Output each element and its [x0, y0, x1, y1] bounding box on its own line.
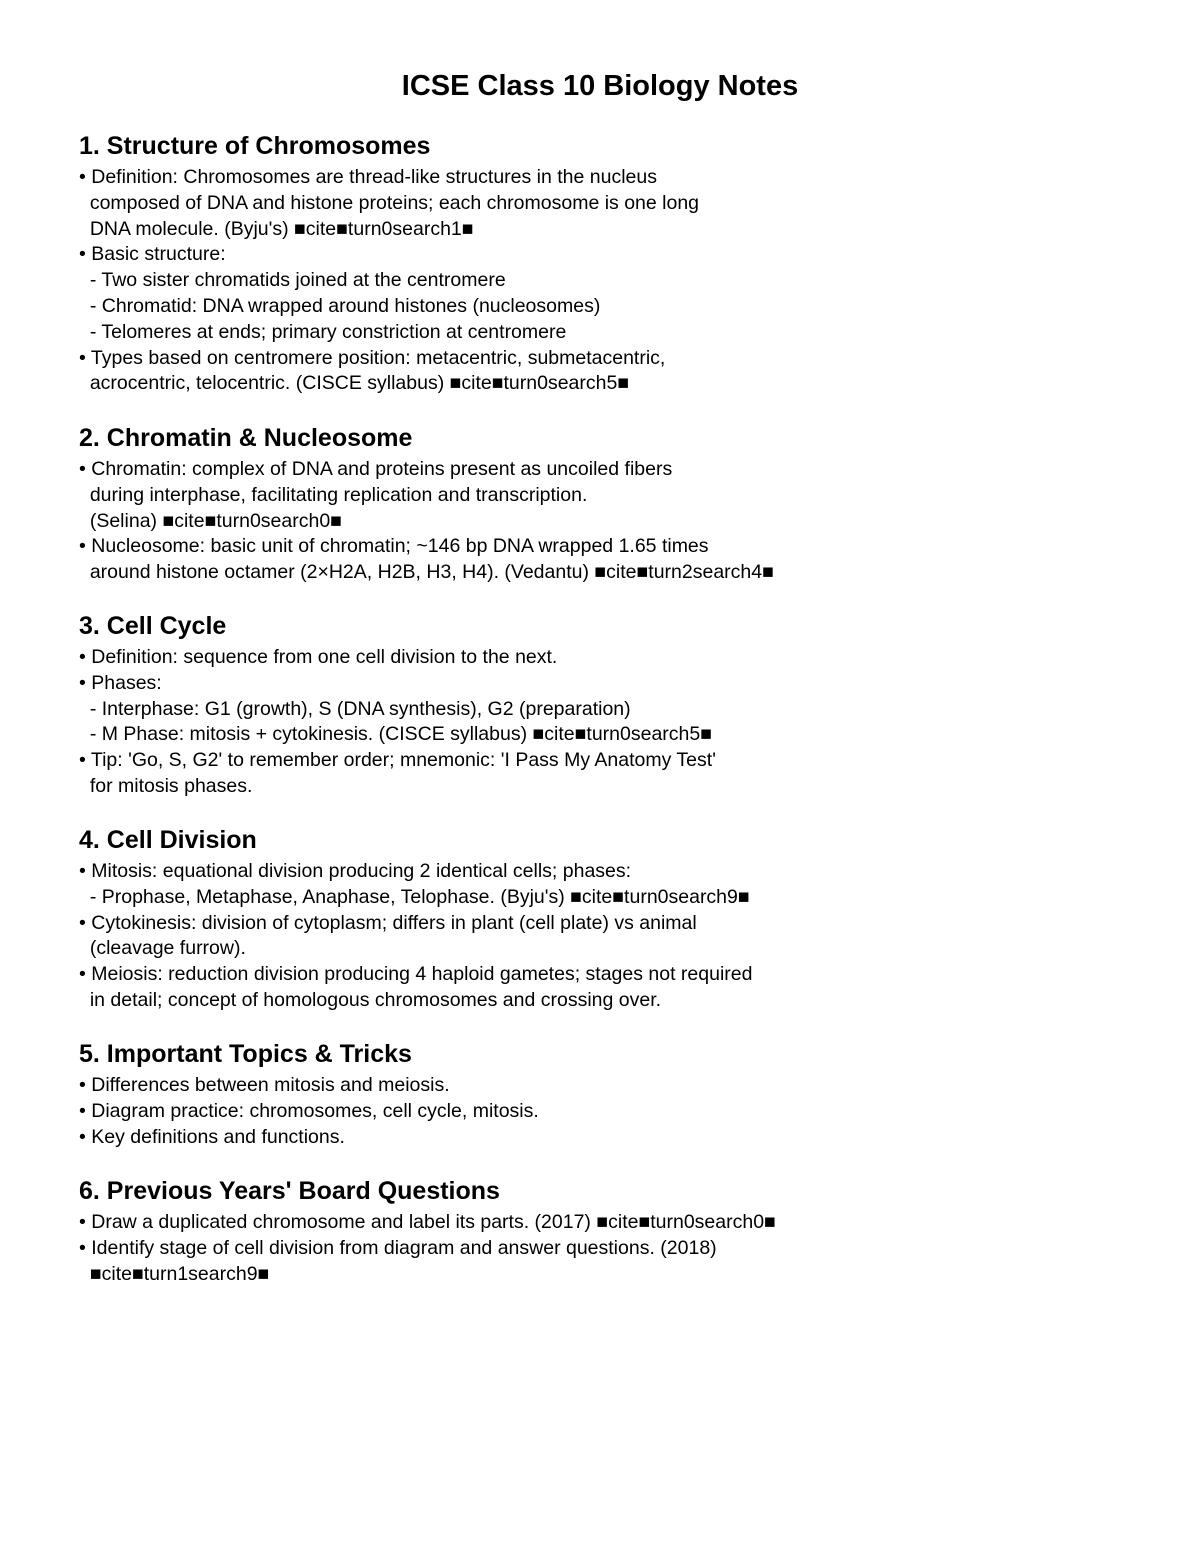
- text-line: - Interphase: G1 (growth), S (DNA synthesis), G2 (preparation): [79, 697, 631, 720]
- text-line: • Diagram practice: chromosomes, cell cycle, mitosis.: [79, 1099, 539, 1122]
- section-structure-of-chromosomes: [79, 129, 1139, 397]
- text-line: • Identify stage of cell division from diagram and answer questions. (2018): [79, 1236, 717, 1259]
- text-line: - Chromatid: DNA wrapped around histones (nucleosomes): [79, 294, 601, 317]
- text-line: (Selina) ■cite■turn0search0■: [79, 509, 342, 532]
- document-title: ICSE Class 10 Biology Notes: [401, 70, 799, 102]
- text-line: during interphase, facilitating replication and transcription.: [79, 483, 588, 506]
- text-line: for mitosis phases.: [79, 774, 253, 797]
- text-line: • Basic structure:: [79, 243, 226, 266]
- text-line: • Cytokinesis: division of cytoplasm; differs in plant (cell plate) vs animal: [79, 911, 697, 934]
- text-line: - M Phase: mitosis + cytokinesis. (CISCE syllabus) ■cite■turn0search5■: [79, 723, 712, 746]
- text-line: • Definition: Chromosomes are thread-like structures in the nucleus: [79, 166, 658, 188]
- section-cell-cycle: [79, 609, 1139, 800]
- section-important-topics-and-tricks: [79, 1037, 1139, 1150]
- text-line: • Meiosis: reduction division producing 4 haploid gametes; stages not required: [79, 963, 753, 986]
- section-chromatin-and-nucleosome: [79, 421, 1139, 586]
- text-line: ■cite■turn1search9■: [79, 1262, 270, 1285]
- section-cell-division: [79, 823, 1139, 1014]
- text-line: • Key definitions and functions.: [79, 1125, 345, 1148]
- text-line: • Chromatin: complex of DNA and proteins present as uncoiled fibers: [79, 458, 673, 480]
- section-heading: 3. Cell Cycle: [79, 612, 227, 640]
- text-line: - Prophase, Metaphase, Anaphase, Telophase. (Byju's) ■cite■turn0search9■: [79, 885, 750, 908]
- section-heading: 4. Cell Division: [79, 826, 257, 854]
- text-line: (cleavage furrow).: [79, 937, 246, 960]
- text-line: acrocentric, telocentric. (CISCE syllabus) ■cite■turn0search5■: [79, 372, 630, 395]
- section-heading: 5. Important Topics & Tricks: [79, 1040, 412, 1068]
- text-line: - Telomeres at ends; primary constriction at centromere: [79, 320, 567, 343]
- section-heading: 6. Previous Years' Board Questions: [79, 1177, 500, 1205]
- text-line: • Types based on centromere position: metacentric, submetacentric,: [79, 346, 666, 369]
- section-heading: 2. Chromatin & Nucleosome: [79, 424, 413, 452]
- text-line: • Definition: sequence from one cell division to the next.: [79, 646, 558, 668]
- text-line: DNA molecule. (Byju's) ■cite■turn0search1■: [79, 217, 474, 240]
- text-line: • Phases:: [79, 671, 162, 694]
- section-previous-years-board-questions: [79, 1174, 1139, 1287]
- text-line: - Two sister chromatids joined at the centromere: [79, 269, 506, 292]
- text-line: • Mitosis: equational division producing 2 identical cells; phases:: [79, 860, 632, 882]
- text-line: • Draw a duplicated chromosome and label its parts. (2017) ■cite■turn0search0■: [79, 1211, 776, 1233]
- text-line: • Nucleosome: basic unit of chromatin; ~146 bp DNA wrapped 1.65 times: [79, 535, 709, 558]
- section-heading: 1. Structure of Chromosomes: [79, 132, 431, 160]
- text-line: around histone octamer (2×H2A, H2B, H3, H4). (Vedantu) ■cite■turn2search4■: [79, 561, 774, 584]
- text-line: • Tip: 'Go, S, G2' to remember order; mnemonic: 'I Pass My Anatomy Test': [79, 749, 716, 772]
- text-line: • Differences between mitosis and meiosis.: [79, 1074, 450, 1096]
- text-line: in detail; concept of homologous chromosomes and crossing over.: [79, 988, 662, 1011]
- text-line: composed of DNA and histone proteins; each chromosome is one long: [79, 191, 700, 214]
